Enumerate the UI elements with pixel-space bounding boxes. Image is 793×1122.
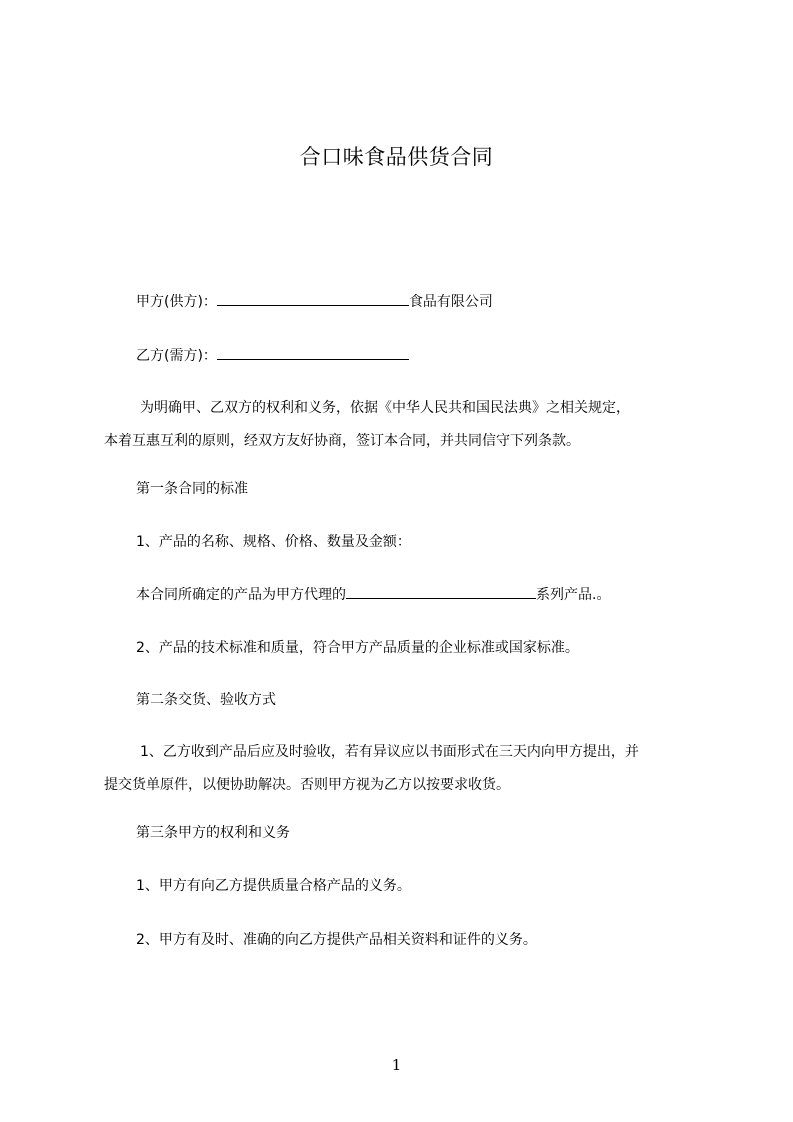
article-3-item-1: 1、甲方有向乙方提供质量合格产品的义务。 (136, 878, 411, 894)
article-1-product-line (136, 584, 610, 605)
party-b-line (136, 345, 409, 366)
article-2-item-1-line-1: 1、乙方收到产品后应及时验收，若有异议应以书面形式在三天内向甲方提出，并 (140, 744, 639, 760)
party-a-label: 甲方(供方)： (136, 294, 217, 310)
article-1-heading: 第一条合同的标准 (136, 481, 248, 497)
article-3-heading: 第三条甲方的权利和义务 (136, 825, 290, 841)
product-prefix: 本合同所确定的产品为甲方代理的 (136, 587, 346, 603)
party-b-label: 乙方(需方)： (136, 348, 217, 364)
product-blank (346, 584, 536, 599)
article-2-heading: 第二条交货、验收方式 (136, 692, 276, 708)
article-1-item-1: 1、产品的名称、规格、价格、数量及金额： (136, 534, 411, 550)
party-b-blank (217, 345, 409, 360)
article-3-item-2: 2、甲方有及时、准确的向乙方提供产品相关资料和证件的义务。 (136, 932, 537, 948)
article-2-item-1-line-2: 提交货单原件，以便协助解决。否则甲方视为乙方以按要求收货。 (104, 777, 510, 793)
page-number: 1 (391, 1056, 402, 1074)
article-1-item-2: 2、产品的技术标准和质量，符合甲方产品质量的企业标准或国家标准。 (136, 640, 579, 656)
product-suffix: 系列产品.。 (536, 587, 611, 603)
party-a-line (136, 291, 493, 312)
party-a-suffix: 食品有限公司 (408, 294, 493, 310)
article-2-item-1 (104, 736, 724, 802)
document-title: 合口味食品供货合同 (299, 145, 494, 169)
intro-paragraph (104, 392, 724, 458)
intro-line-1: 为明确甲、乙双方的权利和义务，依据《中华人民共和国民法典》之相关规定， (140, 400, 630, 416)
party-a-blank (217, 291, 409, 306)
intro-line-2: 本着互惠互利的原则，经双方友好协商，签订本合同，并共同信守下列条款。 (104, 433, 580, 449)
